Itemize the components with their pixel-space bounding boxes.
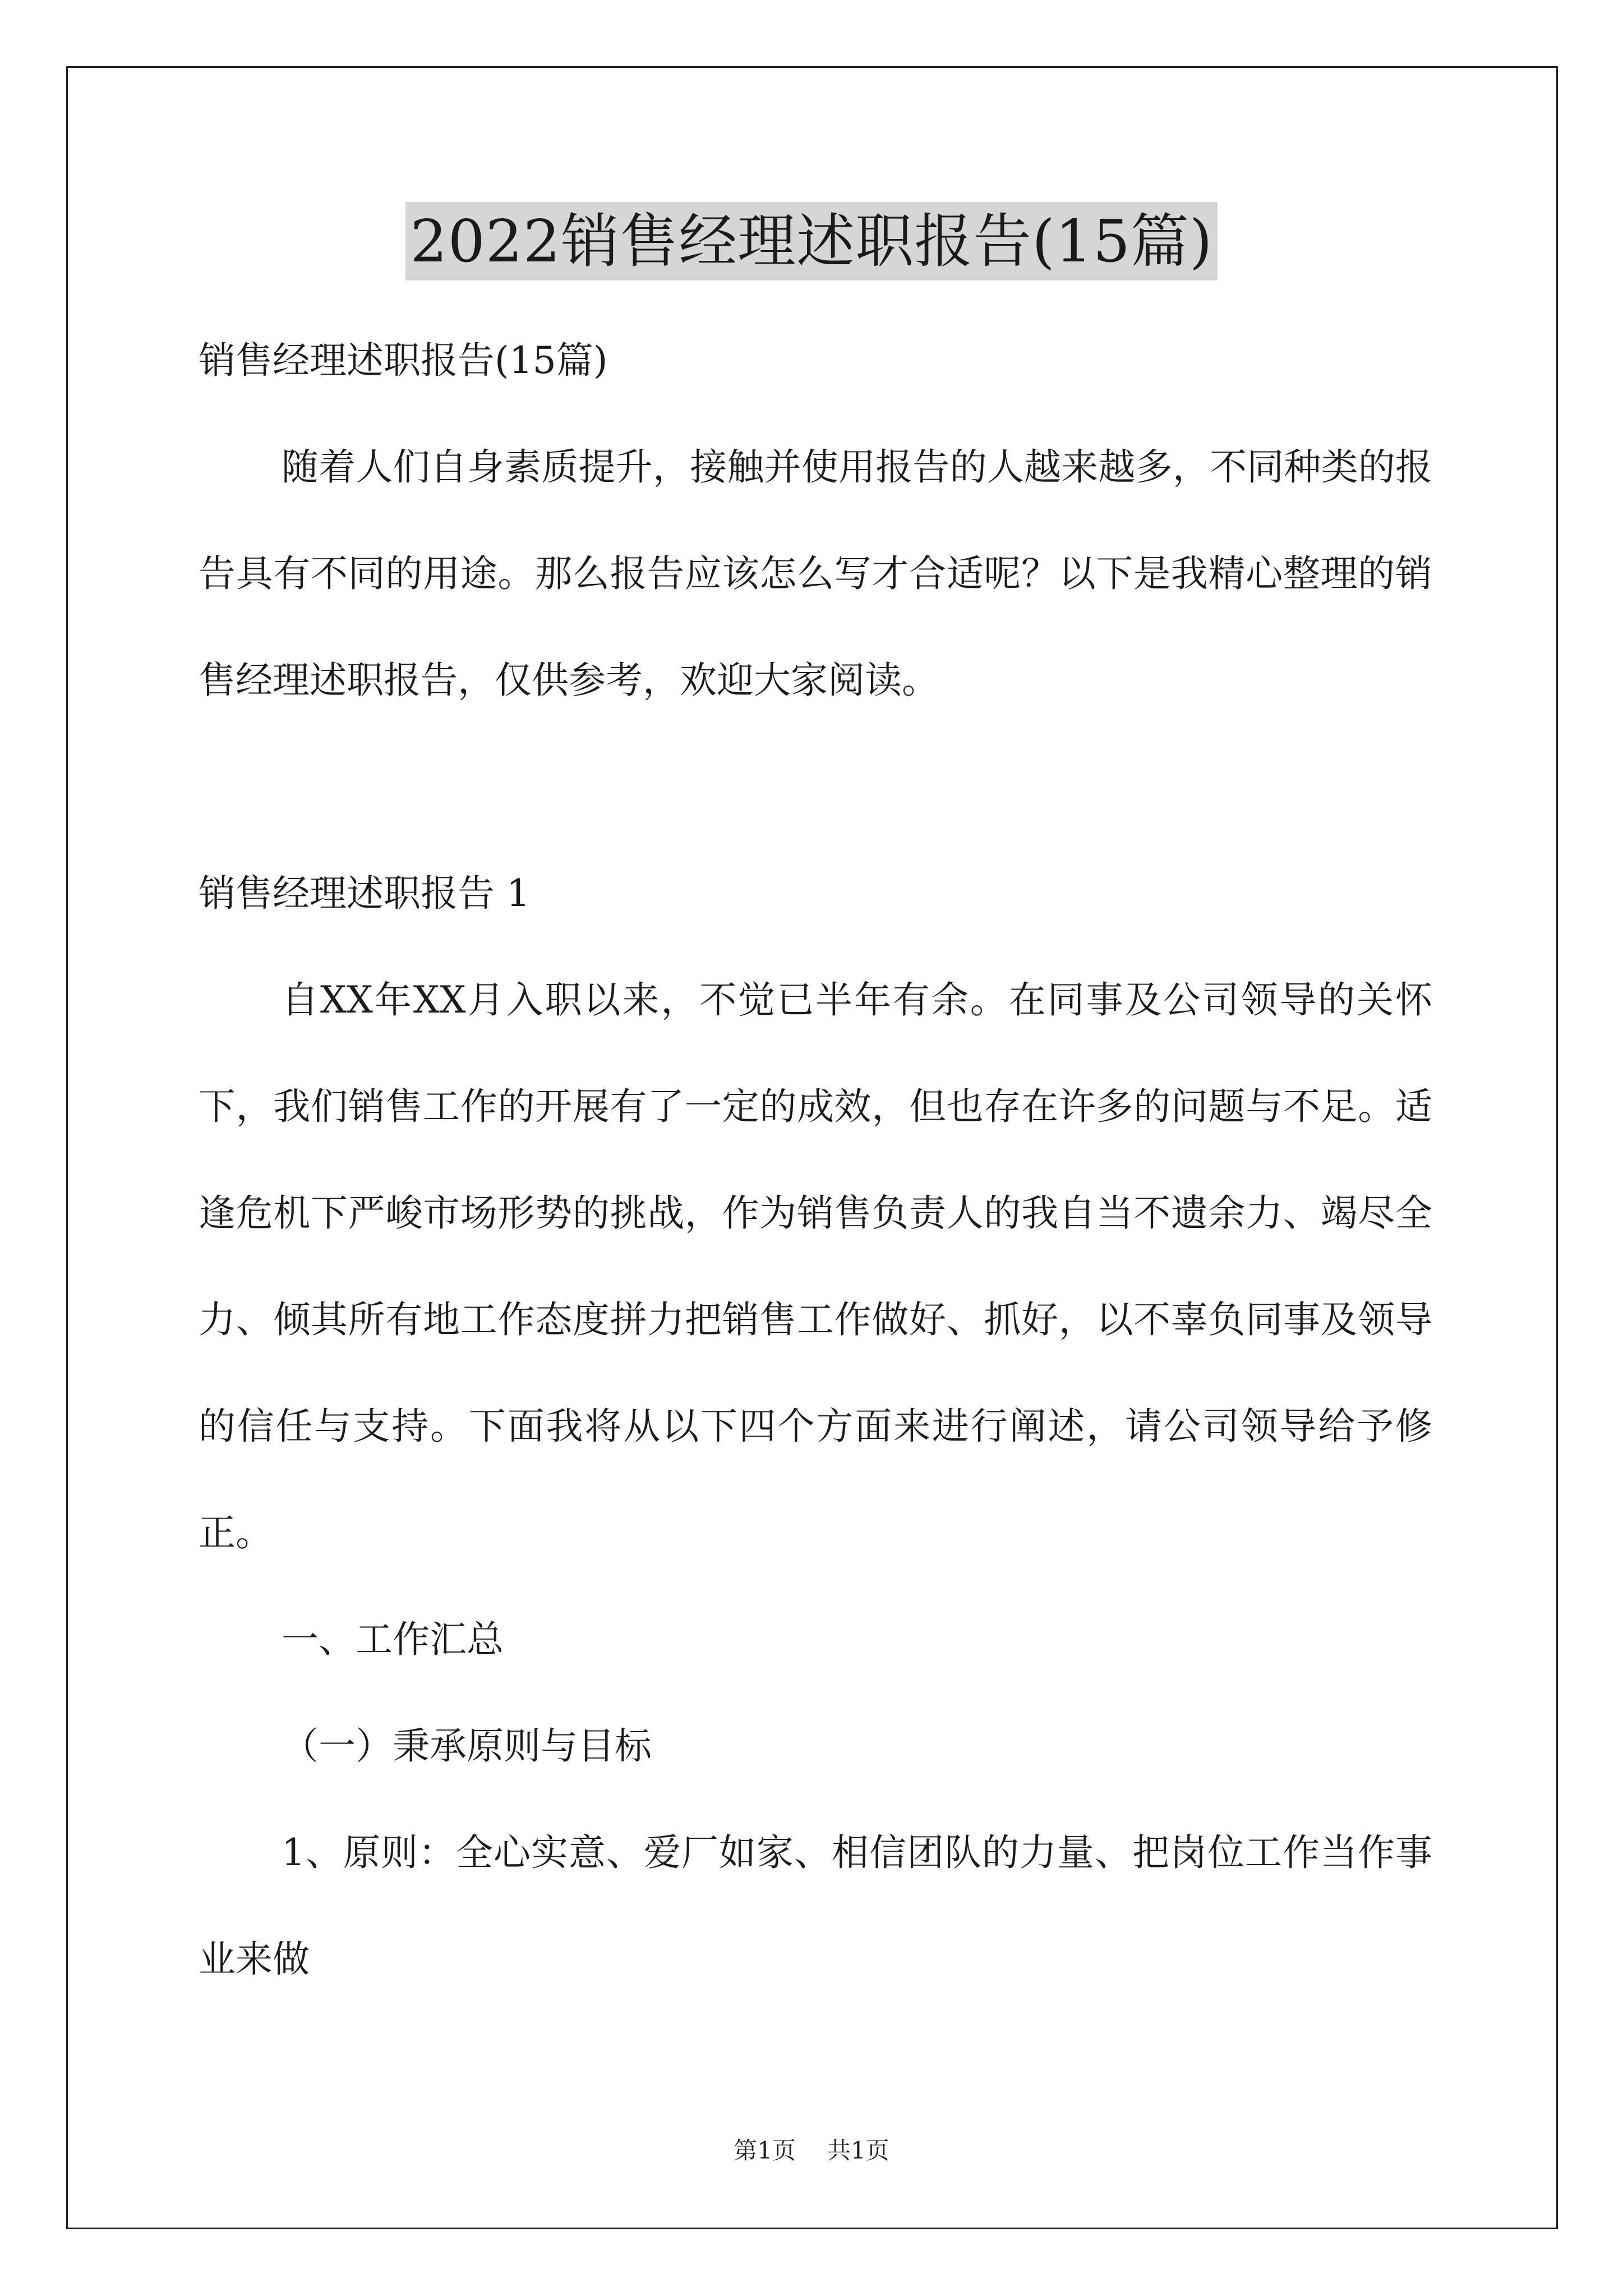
blank-line [199, 734, 1432, 840]
document-subtitle: 销售经理述职报告(15篇) [199, 339, 608, 382]
document-title: 2022销售经理述职报告(15篇) [405, 202, 1217, 280]
principle-item: 1、原则：全心实意、爱厂如家、相信团队的力量、把岗位工作当作事业来做 [199, 1831, 1432, 1981]
body-paragraph: 自XX年XX月入职以来，不觉已半年有余。在同事及公司领导的关怀下，我们销售工作的开展有了一定的成效，但也存在许多的问题与不足。适逢危机下严峻市场形势的挑战，作为销售负责人的我自当不遗余力、竭尽全力、倾其所有地工作态度拼力把销售工作做好、抓好，以不辜负同事及领导的信任与支持。下面我将从以下四个方面来进行阐述，请公司领导给予修正。 [199, 978, 1432, 1554]
section-heading: 销售经理述职报告 1 [199, 872, 530, 915]
page-footer [0, 2134, 1623, 2168]
title-container [0, 202, 1623, 280]
intro-paragraph: 随着人们自身素质提升，接触并使用报告的人越来越多，不同种类的报告具有不同的用途。那么报告应该怎么写才合适呢？以下是我精心整理的销售经理述职报告，仅供参考，欢迎大家阅读。 [199, 445, 1432, 702]
document-body [199, 307, 1432, 2013]
page-total: 共1页 [827, 2137, 889, 2164]
heading-work-summary: 一、工作汇总 [282, 1618, 504, 1661]
page-number: 第1页 [734, 2137, 796, 2164]
heading-principles-goals: （一）秉承原则与目标 [282, 1724, 652, 1768]
